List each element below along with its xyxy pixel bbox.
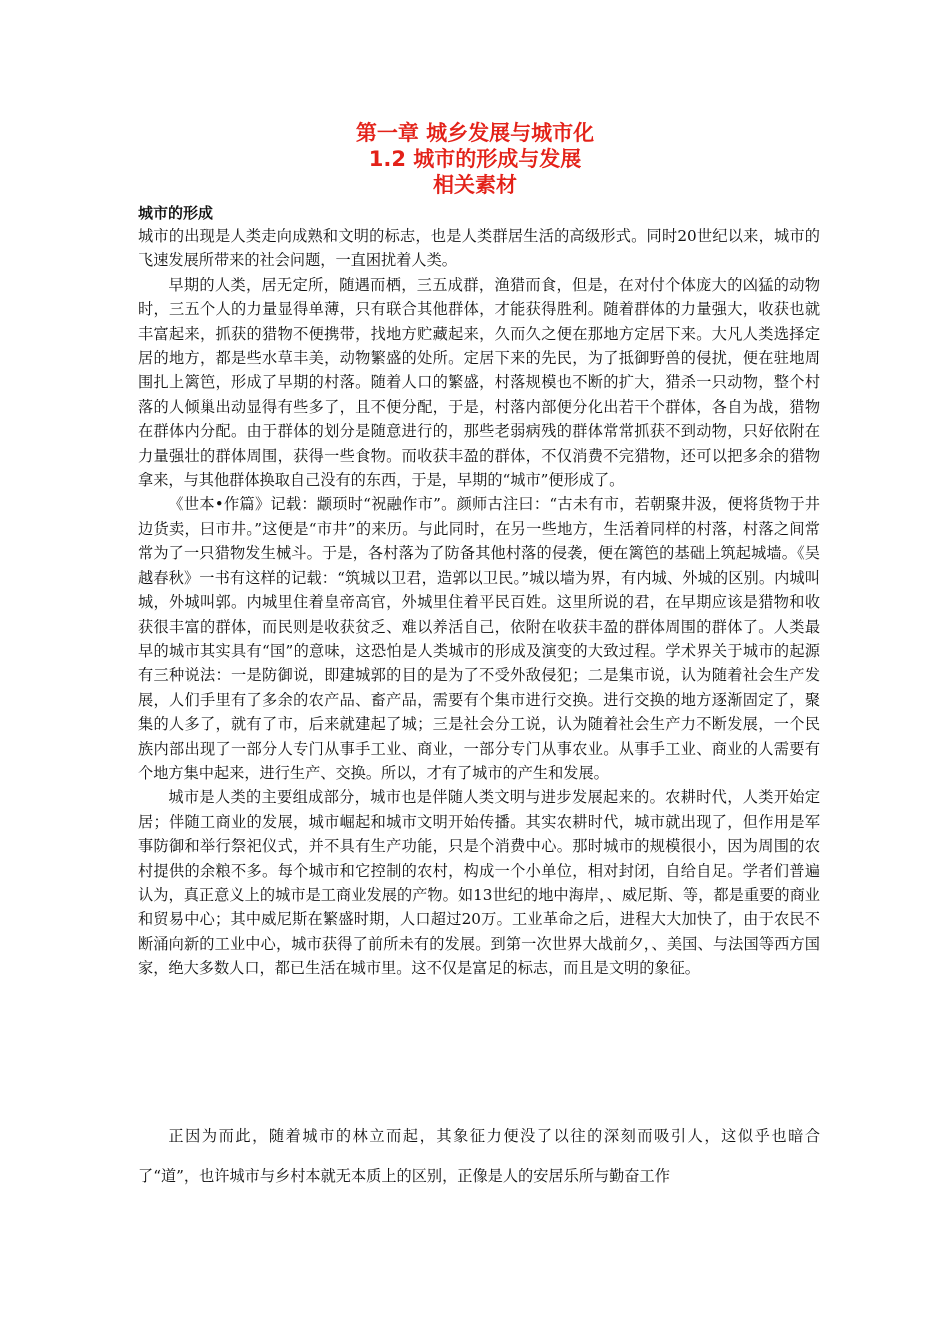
- paragraph-city-civilization: 城市是人类的主要组成部分，城市也是伴随人类文明与进步发展起来的。农耕时代，人类开始定居；伴随工商业的发展，城市崛起和城市文明开始传播。其实农耕时代，城市就出现了，但作用是军事防御和举行祭祀仪式，并不具有生产功能，只是个消费中心。那时城市的规模很小，因为周围的农村提供的余粮不多。每个城市和它控制的农村，构成一个小单位，相对封闭，自给自足。学者们普遍认为，真正意义上的城市是工商业发展的产物。如13世纪的地中海岸，、威尼斯、等，都是重要的商业和贸易中心；其中威尼斯在繁盛时期，人口超过20万。工业革命之后，进程大大加快了，由于农民不断涌向新的工业中心，城市获得了前所未有的发展。到第一次世界大战前夕，、美国、与法国等西方国家，绝大多数人口，都已生活在城市里。这不仅是富足的标志，而且是文明的象征。: [138, 788, 820, 978]
- section-heading: 城市的形成: [138, 204, 214, 222]
- paragraph-intro: 城市的出现是人类走向成熟和文明的标志，也是人类群居生活的高级形式。同时20世纪以来，城市的飞速发展所带来的社会问题，一直困扰着人类。: [138, 227, 820, 270]
- paragraph-shiben: 《世本•作篇》记载：颛顼时“祝融作市”。颜师古注曰：“古未有市，若朝聚井汲，便将货物于井边货卖，曰市井。”这便是“市井”的来历。与此同时，在另一些地方，生活着同样的村落，村落之间常常为了一只猎物发生械斗。于是，各村落为了防备其他村落的侵袭，便在篱笆的基础上筑起城墙。《吴越春秋》一书有这样的记载：“筑城以卫君，造郭以卫民。”城以墙为界，有内城、外城的区别。内城叫城，外城叫郭。内城里住着皇帝高官，外城里住着平民百姓。这里所说的君，在早期应该是猎物和收获很丰富的群体，而民则是收获贫乏、难以养活自己，依附在收获丰盈的群体周围的群体了。人类最早的城市其实具有“国”的意味，这恐怕是人类城市的形成及演变的大致过程。学术界关于城市的起源有三种说法：一是防御说，即建城郭的目的是为了不受外敌侵犯；二是集市说，认为随着社会生产发展，人们手里有了多余的农产品、畜产品，需要有个集市进行交换。进行交换的地方逐渐固定了，聚集的人多了，就有了市，后来就建起了城；三是社会分工说，认为随着社会生产力不断发展，一个民族内部出现了一部分人专门从事手工业、商业，一部分专门从事农业。从事手工业、商业的人需要有个地方集中起来，进行生产、交换。所以，才有了城市的产生和发展。: [138, 495, 820, 782]
- title-block: [0, 120, 950, 198]
- material-title: 相关素材: [433, 173, 517, 197]
- chapter-title: 第一章 城乡发展与城市化: [355, 121, 595, 145]
- tail-text: [138, 1116, 820, 1196]
- paragraph-early-humans: 早期的人类，居无定所，随遇而栖，三五成群，渔猎而食，但是，在对付个体庞大的凶猛的动物时，三五个人的力量显得单薄，只有联合其他群体，才能获得胜利。随着群体的力量强大，收获也就丰富起来，抓获的猎物不便携带，找地方贮藏起来，久而久之便在那地方定居下来。大凡人类选择定居的地方，都是些水草丰美，动物繁盛的处所。定居下来的先民，为了抵御野兽的侵扰，便在驻地周围扎上篱笆，形成了早期的村落。随着人口的繁盛，村落规模也不断的扩大，猎杀一只动物，整个村落的人倾巢出动显得有些多了，且不便分配，于是，村落内部便分化出若干个群体，各自为战，猎物在群体内分配。由于群体的划分是随意进行的，那些老弱病残的群体常常抓获不到动物，只好依附在力量强壮的群体周围，获得一些食物。而收获丰盈的群体，不仅消费不完猎物，还可以把多余的猎物拿来，与其他群体换取自己没有的东西，于是，早期的“城市”便形成了。: [138, 275, 820, 490]
- body-text: [138, 224, 820, 981]
- paragraph-tail: 正因为而此，随着城市的林立而起，其象征力便没了以往的深刻而吸引人，这似乎也暗合了“道”，也许城市与乡村本就无本质上的区别，正像是人的安居乐所与勤奋工作: [138, 1127, 820, 1185]
- section-title: 1.2 城市的形成与发展: [368, 147, 582, 171]
